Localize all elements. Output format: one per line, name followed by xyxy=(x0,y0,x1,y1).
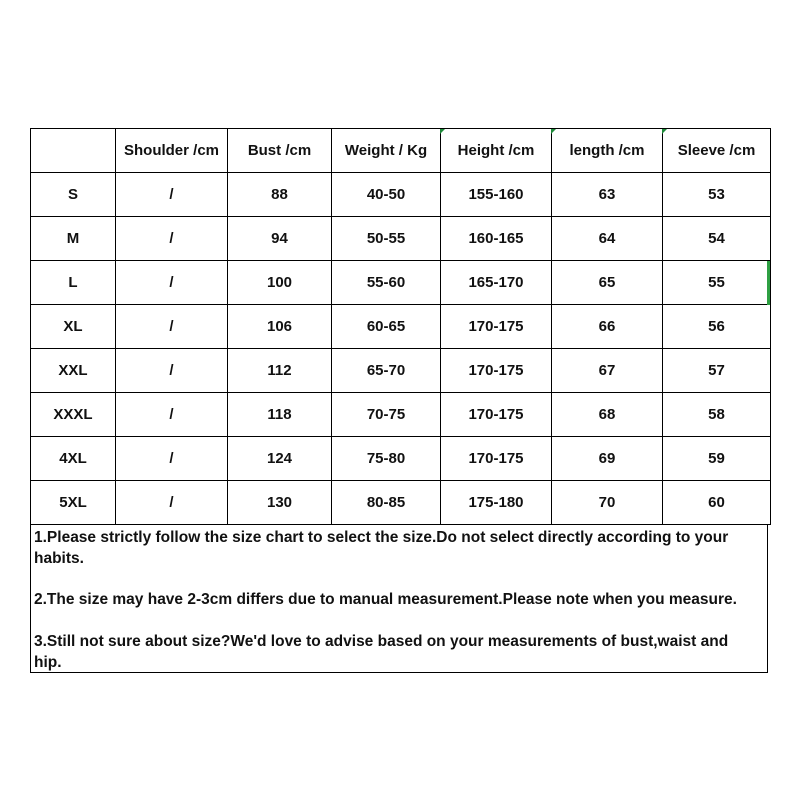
size-chart xyxy=(30,128,770,673)
length-cell[interactable]: 70 xyxy=(552,481,663,525)
shoulder-cell[interactable]: / xyxy=(116,437,228,481)
shoulder-cell[interactable]: / xyxy=(116,349,228,393)
weight-cell[interactable]: 80-85 xyxy=(332,481,441,525)
length-cell[interactable]: 65 xyxy=(552,261,663,305)
header-cell-length[interactable]: length /cm xyxy=(552,129,663,173)
header-cell-height[interactable]: Height /cm xyxy=(441,129,552,173)
selection-edge xyxy=(767,261,770,305)
table-row xyxy=(31,349,771,393)
bust-cell[interactable]: 124 xyxy=(228,437,332,481)
weight-cell[interactable]: 40-50 xyxy=(332,173,441,217)
length-cell[interactable]: 63 xyxy=(552,173,663,217)
size-cell[interactable]: S xyxy=(31,173,116,217)
sleeve-cell[interactable]: 53 xyxy=(663,173,771,217)
length-cell[interactable]: 66 xyxy=(552,305,663,349)
table-row xyxy=(31,481,771,525)
length-cell[interactable]: 69 xyxy=(552,437,663,481)
height-cell[interactable]: 155-160 xyxy=(441,173,552,217)
note-2: 2.The size may have 2-3cm differs due to manual measurement.Please note when you measure. xyxy=(34,591,737,608)
bust-cell[interactable]: 100 xyxy=(228,261,332,305)
weight-cell[interactable]: 70-75 xyxy=(332,393,441,437)
cell-marker-icon xyxy=(662,129,667,134)
size-table xyxy=(30,128,771,525)
shoulder-cell[interactable]: / xyxy=(116,305,228,349)
header-cell-empty[interactable] xyxy=(31,129,116,173)
height-cell[interactable]: 165-170 xyxy=(441,261,552,305)
size-cell[interactable]: XL xyxy=(31,305,116,349)
length-cell[interactable]: 68 xyxy=(552,393,663,437)
bust-cell[interactable]: 118 xyxy=(228,393,332,437)
sleeve-cell[interactable]: 58 xyxy=(663,393,771,437)
length-cell[interactable]: 64 xyxy=(552,217,663,261)
sleeve-cell[interactable]: 54 xyxy=(663,217,771,261)
shoulder-cell[interactable]: / xyxy=(116,261,228,305)
bust-cell[interactable]: 130 xyxy=(228,481,332,525)
bust-cell[interactable]: 94 xyxy=(228,217,332,261)
shoulder-cell[interactable]: / xyxy=(116,173,228,217)
height-cell[interactable]: 170-175 xyxy=(441,437,552,481)
table-row xyxy=(31,173,771,217)
table-row xyxy=(31,393,771,437)
bust-cell[interactable]: 112 xyxy=(228,349,332,393)
bust-cell[interactable]: 106 xyxy=(228,305,332,349)
table-row xyxy=(31,305,771,349)
size-cell[interactable]: 5XL xyxy=(31,481,116,525)
weight-cell[interactable]: 65-70 xyxy=(332,349,441,393)
size-cell[interactable]: XXXL xyxy=(31,393,116,437)
bust-cell[interactable]: 88 xyxy=(228,173,332,217)
cell-marker-icon xyxy=(440,129,445,134)
cell-marker-icon xyxy=(551,129,556,134)
header-cell-sleeve[interactable]: Sleeve /cm xyxy=(663,129,771,173)
size-cell[interactable]: 4XL xyxy=(31,437,116,481)
table-row xyxy=(31,217,771,261)
header-cell-shoulder[interactable]: Shoulder /cm xyxy=(116,129,228,173)
sleeve-cell[interactable]: 55 xyxy=(663,261,771,305)
weight-cell[interactable]: 60-65 xyxy=(332,305,441,349)
weight-cell[interactable]: 75-80 xyxy=(332,437,441,481)
header-cell-bust[interactable]: Bust /cm xyxy=(228,129,332,173)
sleeve-cell[interactable]: 56 xyxy=(663,305,771,349)
header-cell-weight[interactable]: Weight / Kg xyxy=(332,129,441,173)
header-row xyxy=(31,129,771,173)
weight-cell[interactable]: 55-60 xyxy=(332,261,441,305)
table-row xyxy=(31,437,771,481)
size-cell[interactable]: XXL xyxy=(31,349,116,393)
shoulder-cell[interactable]: / xyxy=(116,481,228,525)
height-cell[interactable]: 170-175 xyxy=(441,349,552,393)
shoulder-cell[interactable]: / xyxy=(116,217,228,261)
weight-cell[interactable]: 50-55 xyxy=(332,217,441,261)
table-row xyxy=(31,261,771,305)
sleeve-cell[interactable]: 60 xyxy=(663,481,771,525)
note-1: 1.Please strictly follow the size chart to select the size.Do not select directly according to your habits. xyxy=(34,529,729,567)
shoulder-cell[interactable]: / xyxy=(116,393,228,437)
sleeve-cell[interactable]: 59 xyxy=(663,437,771,481)
height-cell[interactable]: 160-165 xyxy=(441,217,552,261)
height-cell[interactable]: 175-180 xyxy=(441,481,552,525)
height-cell[interactable]: 170-175 xyxy=(441,393,552,437)
length-cell[interactable]: 67 xyxy=(552,349,663,393)
notes-cell[interactable] xyxy=(30,525,768,673)
sleeve-cell[interactable]: 57 xyxy=(663,349,771,393)
size-cell[interactable]: M xyxy=(31,217,116,261)
size-cell[interactable]: L xyxy=(31,261,116,305)
note-3: 3.Still not sure about size?We'd love to advise based on your measurements of bust,waist and hip. xyxy=(34,633,729,671)
height-cell[interactable]: 170-175 xyxy=(441,305,552,349)
